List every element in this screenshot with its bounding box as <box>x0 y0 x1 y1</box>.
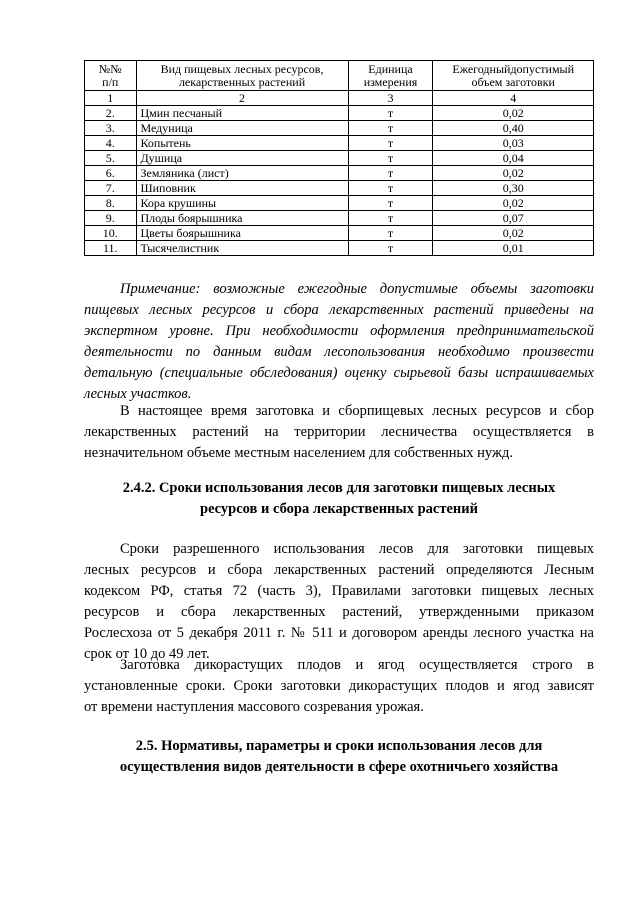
table-cell: 0,02 <box>433 106 594 121</box>
table-row <box>85 121 594 136</box>
body-paragraph-2 <box>84 539 594 665</box>
text-line: В настоящее время заготовка и сборпищевых лесных ресурсов и сбор <box>120 403 594 419</box>
table-cell: 10. <box>85 226 137 241</box>
text-line: Рослесхоза от 5 декабря 2011 г. № 511 и договором аренды лесного участка на <box>84 625 594 641</box>
text-line: деятельности по данным видам лесопользования необходимо произвести <box>84 344 594 360</box>
table-cell: Цветы боярышника <box>136 226 348 241</box>
table-cell: т <box>348 121 433 136</box>
table-row <box>85 211 594 226</box>
table-cell: 2. <box>85 106 137 121</box>
table-cell: 4. <box>85 136 137 151</box>
forest-resources-table <box>84 60 594 256</box>
table-cell: 6. <box>85 166 137 181</box>
table-cell: Копытень <box>136 136 348 151</box>
table-cell: 0,02 <box>433 226 594 241</box>
table-row <box>85 136 594 151</box>
table-cell: 5. <box>85 151 137 166</box>
header-number: №№ п/п <box>85 61 137 91</box>
text-line: лесных ресурсов и сбора лекарственных растений определяются Лесным <box>84 562 594 578</box>
table-cell: 0,04 <box>433 151 594 166</box>
table-cell: Душица <box>136 151 348 166</box>
table-header-row <box>85 61 594 91</box>
table-cell: т <box>348 106 433 121</box>
table-cell: 0,01 <box>433 241 594 256</box>
table-cell: 7. <box>85 181 137 196</box>
section-heading-2-4-2 <box>84 478 594 520</box>
table-row <box>85 106 594 121</box>
table-cell: 0,02 <box>433 166 594 181</box>
table-cell: 3 <box>348 91 433 106</box>
table-cell: 3. <box>85 121 137 136</box>
table-cell: 0,30 <box>433 181 594 196</box>
table-cell: 11. <box>85 241 137 256</box>
table-cell: Кора крушины <box>136 196 348 211</box>
table-cell: 0,40 <box>433 121 594 136</box>
table-row <box>85 241 594 256</box>
heading-line: ресурсов и сбора лекарственных растений <box>200 501 478 517</box>
table-cell: т <box>348 136 433 151</box>
table-cell: 4 <box>433 91 594 106</box>
header-resource-type: Вид пищевых лесных ресурсов, лекарственных растений <box>136 61 348 91</box>
body-paragraph-3 <box>84 655 594 718</box>
table-cell: т <box>348 196 433 211</box>
text-line: Примечание: возможные ежегодные допустимые объемы заготовки <box>120 281 594 297</box>
table-cell: т <box>348 241 433 256</box>
table-cell: т <box>348 226 433 241</box>
text-line: от времени наступления массового созревания урожая. <box>84 699 424 715</box>
text-line: лекарственных растений на территории лесничества осуществляется в <box>84 424 594 440</box>
table-cell: Тысячелистник <box>136 241 348 256</box>
text-line: кодексом РФ, статья 72 (часть 3), Правилами заготовки пищевых лесных <box>84 583 594 599</box>
table-cell: Цмин песчаный <box>136 106 348 121</box>
table-row <box>85 166 594 181</box>
table-cell: 0,03 <box>433 136 594 151</box>
table-cell: т <box>348 151 433 166</box>
table-row <box>85 151 594 166</box>
table-row <box>85 226 594 241</box>
text-line: пищевых лесных ресурсов и сбора лекарственных растений приведены на <box>84 302 594 318</box>
table-cell: 2 <box>136 91 348 106</box>
table-cell: т <box>348 181 433 196</box>
table-cell: Шиповник <box>136 181 348 196</box>
table-cell: т <box>348 166 433 181</box>
table-cell: 0,07 <box>433 211 594 226</box>
text-line: незначительном объеме местным населением для собственных нужд. <box>84 445 513 461</box>
text-line: установленные сроки. Сроки заготовки дикорастущих плодов и ягод зависят <box>84 678 594 694</box>
text-line: детальную (специальные обследования) оценку сырьевой базы испрашиваемых <box>84 365 594 381</box>
table-cell: 0,02 <box>433 196 594 211</box>
text-line: ресурсов и сбора лекарственных растений, утвержденными приказом <box>84 604 594 620</box>
text-line: Заготовка дикорастущих плодов и ягод осуществляется строго в <box>120 657 594 673</box>
text-line: экспертном уровне. При необходимости оформления предпринимательской <box>84 323 594 339</box>
heading-line: 2.5. Нормативы, параметры и сроки использования лесов для <box>135 738 543 754</box>
table-cell: 1 <box>85 91 137 106</box>
table-cell: 9. <box>85 211 137 226</box>
table-row <box>85 196 594 211</box>
table-row <box>85 181 594 196</box>
column-number-row <box>85 91 594 106</box>
table-cell: т <box>348 211 433 226</box>
heading-line: 2.4.2. Сроки использования лесов для заготовки пищевых лесных <box>122 480 556 496</box>
header-unit: Единица измерения <box>348 61 433 91</box>
section-heading-2-5 <box>84 736 594 778</box>
text-line: лесных участков. <box>84 386 192 402</box>
heading-line: осуществления видов деятельности в сфере охотничьего хозяйства <box>119 759 559 775</box>
table-cell: Земляника (лист) <box>136 166 348 181</box>
table-note <box>84 279 594 405</box>
table-cell: Медуница <box>136 121 348 136</box>
text-line: срок от 10 до 49 лет. <box>84 646 210 662</box>
header-annual-volume: Ежегодныйдопустимый объем заготовки <box>433 61 594 91</box>
table-cell: Плоды боярышника <box>136 211 348 226</box>
body-paragraph-1 <box>84 401 594 464</box>
text-line: Сроки разрешенного использования лесов для заготовки пищевых <box>120 541 594 557</box>
table-cell: 8. <box>85 196 137 211</box>
